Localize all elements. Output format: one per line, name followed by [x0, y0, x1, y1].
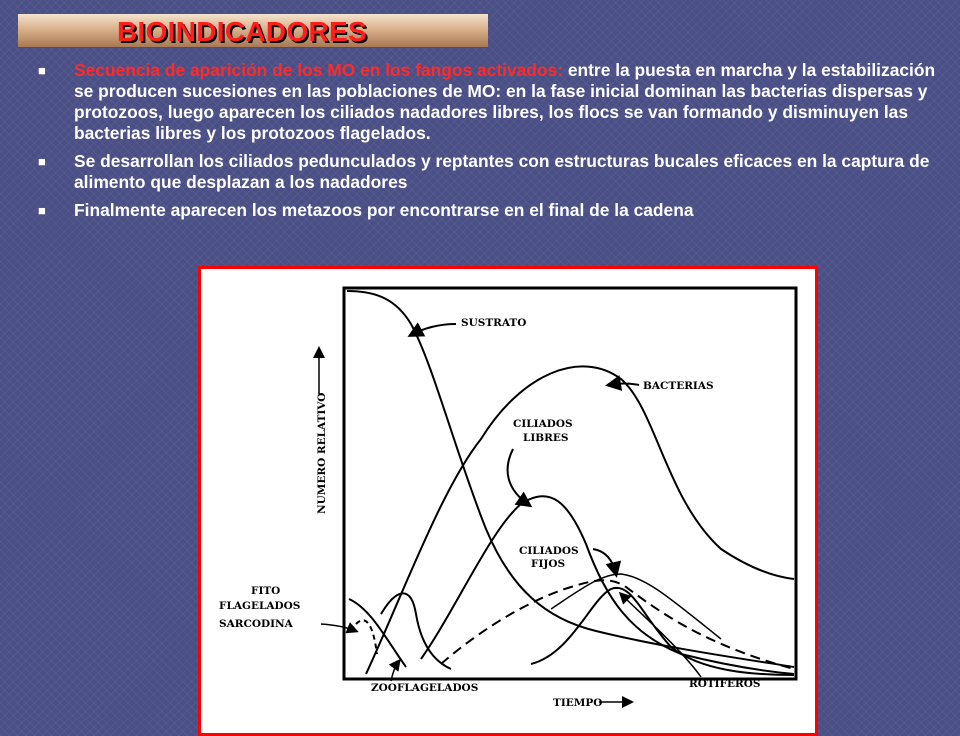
- label-ciliados-libres-1: CILIADOS: [513, 418, 573, 430]
- bullet-list: [38, 60, 938, 228]
- label-sustrato: SUSTRATO: [461, 317, 527, 329]
- slide-title: BIOINDICADORES: [117, 16, 367, 47]
- bullet-text: Finalmente aparecen los metazoos por encontrarse en el final de la cadena: [74, 200, 694, 220]
- label-zooflagelados: ZOOFLAGELADOS: [371, 682, 479, 694]
- label-ciliados-libres-2: LIBRES: [523, 432, 569, 444]
- label-rotiferos: ROTIFEROS: [689, 678, 761, 690]
- arrow-sustrato: [411, 324, 456, 335]
- curve-zooflagelados: [349, 599, 406, 667]
- square-bullet-icon: ■: [38, 63, 46, 78]
- label-fito-1: FITO: [251, 585, 281, 597]
- curve-rotiferos: [531, 588, 794, 675]
- square-bullet-icon: ■: [38, 203, 46, 218]
- x-axis-label: TIEMPO: [553, 697, 603, 709]
- label-ciliados-fijos-1: CILIADOS: [519, 545, 579, 557]
- bullet-highlight: Secuencia de aparición de los MO en los fangos activados:: [74, 60, 564, 80]
- plot-frame: [344, 288, 796, 679]
- label-sarcodina: SARCODINA: [219, 618, 293, 630]
- bullet-text: entre la puesta en marcha y la estabilización se producen sucesiones en las poblaciones de MO: en la fase inicial dominan las bacterias dispersas y protozoos, luego aparecen los ciliados nadadores libres, los flocs se van formando y disminuyen las bacterias libres y los protozoos flagelados.: [74, 60, 936, 143]
- bullet-item: [38, 60, 938, 144]
- square-bullet-icon: ■: [38, 154, 46, 169]
- arrow-ciliados-libres: [508, 449, 529, 505]
- label-bacterias: BACTERIAS: [643, 380, 714, 392]
- curve-bacterias: [366, 366, 794, 674]
- curve-fitoflagelados: [381, 593, 451, 669]
- curve-sarcodina: [356, 620, 377, 654]
- label-fito-2: FLAGELADOS: [219, 600, 301, 612]
- arrow-bacterias: [609, 384, 639, 386]
- arrow-sarcodina: [321, 624, 356, 631]
- succession-diagram: [198, 266, 818, 736]
- label-ciliados-fijos-2: FIJOS: [531, 558, 566, 570]
- diagram-svg: [201, 269, 818, 736]
- bullet-item: [38, 151, 938, 193]
- curve-ciliados-fijos: [441, 580, 794, 669]
- y-axis-label: NUMERO RELATIVO: [316, 392, 328, 514]
- bullet-item: [38, 200, 938, 221]
- bullet-text: Se desarrollan los ciliados pedunculados y reptantes con estructuras bucales eficaces en la captura de alimento que desplazan a los nadadores: [74, 151, 930, 192]
- curve-sustrato: [347, 291, 794, 667]
- curve-ciliados-libres: [421, 496, 794, 674]
